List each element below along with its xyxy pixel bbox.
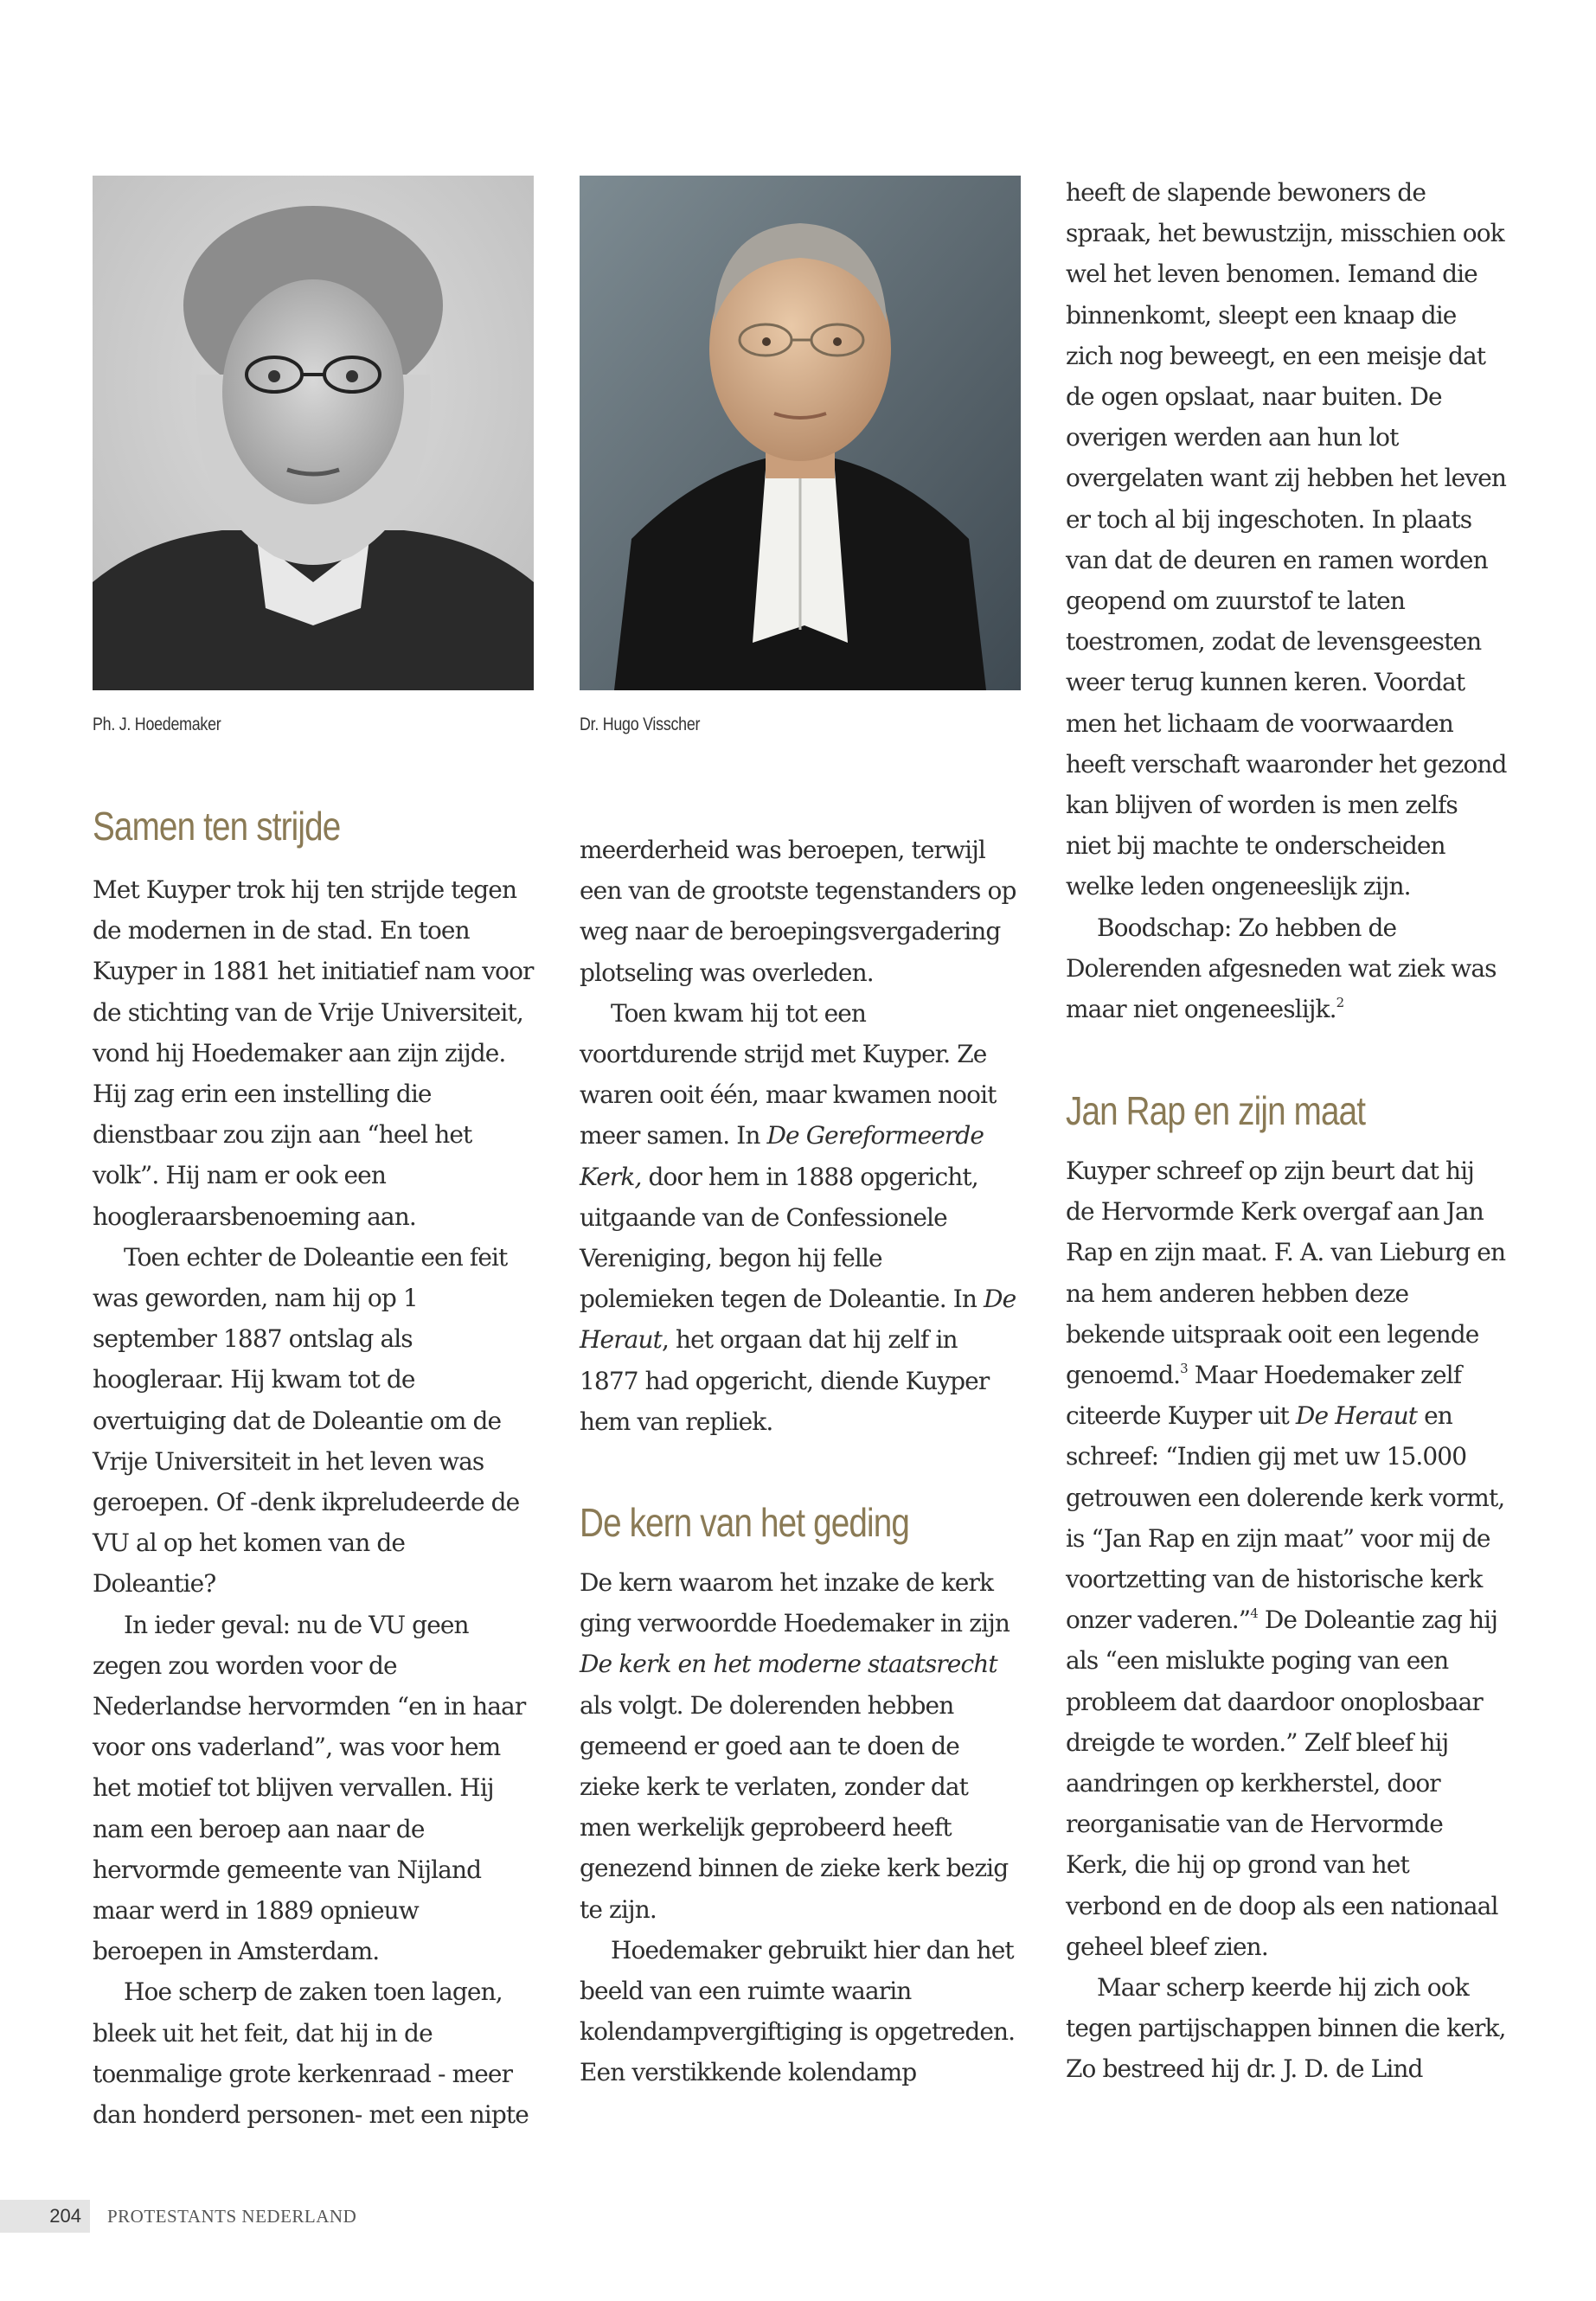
- paragraph: Toen kwam hij tot een voortdurende strijd met Kuyper. Ze waren ooit één, maar kwamen nooit meer samen. In De Gereformeerde Kerk, door hem in 1888 opgericht, uitgaande van de Confessionele Vereniging, begon hij felle polemieken tegen de Doleantie. In De Heraut, het orgaan dat hij zelf in 1877 had opgericht, diende Kuyper hem van repliek.: [580, 998, 1016, 1436]
- footnote-ref: 3: [1180, 1361, 1188, 1377]
- footnote-ref: 4: [1250, 1606, 1258, 1622]
- paragraph: Toen echter de Doleantie een feit was geworden, nam hij op 1 september 1887 ontslag als hoogleraar. Hij kwam tot de overtuiging dat de Doleantie om de Vrije Universiteit in het leven was geroepen. Of -denk ikpreludeerde de VU al op het komen van de Doleantie?: [93, 1242, 520, 1599]
- paragraph: De kern waarom het inzake de kerk ging verwoordde Hoedemaker in zijn De kerk en het moderne staatsrecht als volgt. De dolerenden hebben gemeend er goed aan te doen de zieke kerk te verlaten, zonder dat men werkelijk geprobeerd heeft genezend binnen de zieke kerk bezig te zijn.: [580, 1568, 1010, 1924]
- column-1-text: [93, 869, 534, 2135]
- column-2-text-bottom: [580, 1562, 1021, 2093]
- portrait-hoedemaker: [93, 176, 534, 690]
- running-title: PROTESTANTS NEDERLAND: [107, 2206, 357, 2227]
- paragraph: heeft de slapende bewoners de spraak, het bewustzijn, misschien ook wel het leven benomen. Iemand die binnenkomt, sleept een knaap die zich nog beweegt, en een meisje dat de ogen opslaat, naar buiten. De overigen werden aan hun lot overgelaten want zij hebben het leven er toch al bij ingeschoten. In plaats van dat de deuren en ramen worden geopend om zuurstof te laten toestromen, zodat de levensgeesten weer terug kunnen keren. Voordat men het lichaam de voorwaarden heeft verschaft waaronder het gezond kan blijven of worden is men zelfs niet bij machte te onderscheiden welke leden ongeneeslijk zijn.: [1066, 178, 1507, 901]
- page-number: 204: [0, 2200, 90, 2233]
- paragraph: Met Kuyper trok hij ten strijde tegen de modernen in de stad. En toen Kuyper in 1881 het initiatief nam voor de stichting van de Vrije Universiteit, vond hij Hoedemaker aan zijn zijde. Hij zag erin een instelling die dienstbaar zou zijn aan “heel het volk”. Hij nam er ook een hoogleraarsbenoeming aan.: [93, 875, 534, 1231]
- footnote-ref: 2: [1336, 995, 1344, 1011]
- caption-photo-2: Dr. Hugo Visscher: [580, 715, 701, 734]
- column-2-text-top: [580, 830, 1021, 1442]
- paragraph: Kuyper schreef op zijn beurt dat hij de Hervormde Kerk overgaf aan Jan Rap en zijn maat. F. A. van Lieburg en na hem anderen hebben deze bekende uitspraak ooit een legende genoemd.$^3$ Maar Hoedemaker zelf citeerde Kuyper uit De Heraut en schreef: “Indien gij met uw 15.000 getrouwen een dolerende kerk vormt, is “Jan Rap en zijn maat” voor mij de voortzetting van de historische kerk onzer vaderen.”$^4$ De Doleantie zag hij als “een mislukte poging van een probleem dat daardoor onoplosbaar dreigde te worden.” Zelf bleef hij aandringen op kerkherstel, door reorganisatie van de Hervormde Kerk, die hij op grond van het verbond en de doop als een nationaal geheel bleef zien.: [1066, 1157, 1506, 1961]
- paragraph: In ieder geval: nu de VU geen zegen zou worden voor de Nederlandse hervormden “en in haar voor ons vaderland”, was voor hem het motief tot blijven vervallen. Hij nam een beroep aan naar de hervormde gemeente van Nijland maar werd in 1889 opnieuw beroepen in Amsterdam.: [93, 1610, 526, 1966]
- portrait-visscher: [580, 176, 1021, 690]
- page-footer: [0, 2200, 519, 2233]
- heading-jan-rap-en-zijn-maat: Jan Rap en zijn maat: [1066, 1088, 1366, 1133]
- paragraph: meerderheid was beroepen, terwijl een van de grootste tegenstanders op weg naar de beroepingsvergadering plotseling was overleden.: [580, 836, 1016, 987]
- heading-samen-ten-strijde: Samen ten strijde: [93, 804, 341, 849]
- paragraph: Hoedemaker gebruikt hier dan het beeld van een ruimte waarin kolendampvergiftiging is opgetreden. Een verstikkende kolendamp: [580, 1935, 1016, 2087]
- caption-photo-1: Ph. J. Hoedemaker: [93, 715, 221, 734]
- heading-de-kern-van-het-geding: De kern van het geding: [580, 1500, 910, 1545]
- paragraph: Boodschap: Zo hebben de Dolerenden afgesneden wat ziek was maar niet ongeneeslijk.$^2$: [1066, 913, 1497, 1024]
- column-3-text-bottom: [1066, 1150, 1507, 2090]
- paragraph: Maar scherp keerde hij zich ook tegen partijschappen binnen die kerk, Zo bestreed hij dr. J. D. de Lind: [1066, 1973, 1506, 2084]
- column-3-text-top: [1066, 172, 1507, 1029]
- paragraph: Hoe scherp de zaken toen lagen, bleek uit het feit, dat hij in de toenmalige grote kerkenraad - meer dan honderd personen- met een nipte: [93, 1977, 529, 2130]
